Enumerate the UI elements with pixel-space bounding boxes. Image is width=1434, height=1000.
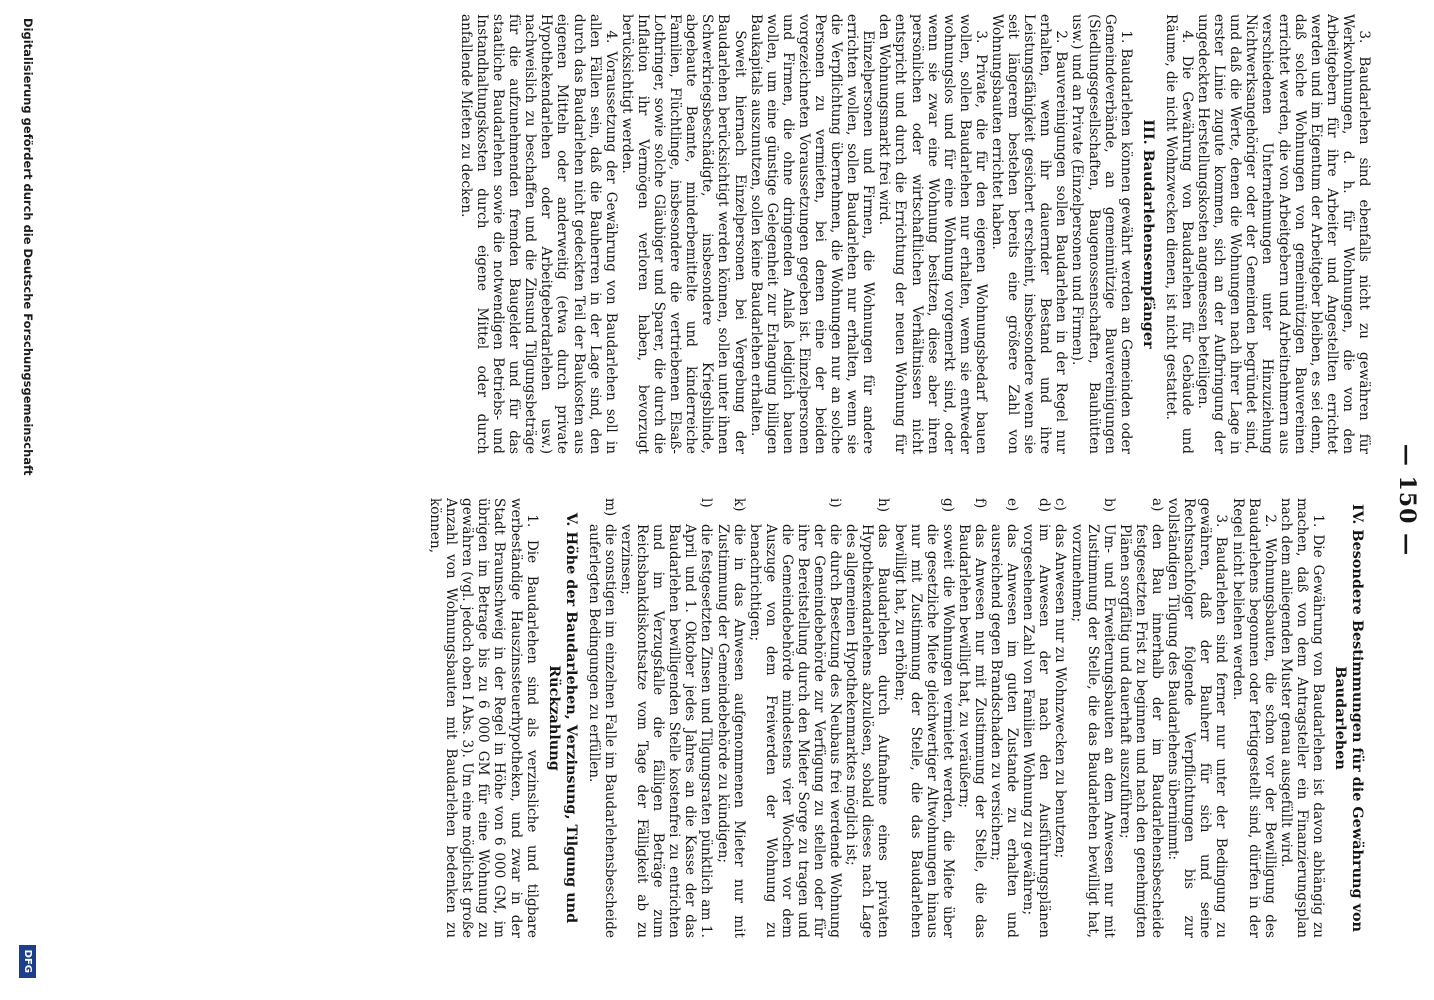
digitization-footer: [8, 18, 48, 978]
list-marker: l): [698, 498, 715, 508]
list-item: [714, 498, 746, 938]
list-item-text: das Baudarlehen durch Aufnahme eines privaten Hypothekendarlehens abzulösen, sobald dieses nach Lage des allgemeinen Hypothekenmarktes möglich ist;: [843, 524, 892, 938]
list-marker: d): [1036, 498, 1053, 513]
list-marker: k): [730, 498, 747, 512]
list-item: [747, 498, 844, 938]
list-item: [1117, 498, 1165, 938]
section-heading-v: V. Höhe der Baudarlehen, Verzinsung, Tilgung und Rückzahlung: [545, 512, 580, 924]
footer-text: Digitalisierung gefördert durch die Deutsche Forschungsgemeinschaft: [21, 18, 35, 476]
paragraph: 3. Private, die für den eigenen Wohnungsbedarf bauen wollen, sollen Baudarlehen nur erhalten, wenn sie entweder wohnungslos und für eine Wohnung vorgemerkt sind, oder wenn sie zwar eine Wohnung besitzen, diese aber ihren persönlichen oder wirtschaftlichen Verhältnissen nicht entspricht und durch die Errichtung der neuen Wohnung für den Wohnungsmarkt frei wird.: [876, 14, 989, 454]
section-heading-iii: III. Baudarlehensempfänger: [1139, 119, 1157, 349]
list-marker: b): [1100, 498, 1117, 513]
dfg-logo: DFG: [20, 945, 37, 978]
paragraph: 3. Baudarlehen sind ferner nur unter der Bedingung zu gewähren, daß der Bauherr für sich und seine Rechtsnachfolger folgende Verpflichtungen bis zur vollständigen Tilgung des Baudarlehens übernimmt:: [1165, 498, 1230, 938]
paragraph: 1. Die Baudarlehen sind als verzinsliche und tilgbare werbeständige Hauszinssteuerhypotheken, und zwar in der Stadt Braunschweig in der Regel in Höhe von 6 000 GM, im übrigen im Betrage bis zu 6 000 GM für eine Wohnung zu gewähren (vgl. jedoch oben I Abs. 3). Um eine möglichst große Anzahl von Wohnungsbauten mit Baudarlehen bedenken zu können,: [427, 498, 540, 938]
list-marker: h): [875, 498, 892, 513]
list-item-text: das Anwesen nur mit Zustimmung der Stelle, die das Baudarlehen bewilligt hat, zu veräußern;: [955, 524, 989, 938]
list-item: [843, 498, 891, 938]
paragraph: 4. Die Gewährung von Baudarlehen für Gebäude und Räume, die nicht Wohnzwecken dienen, ist nicht gestattet.: [1162, 14, 1195, 454]
paragraph: 2. Wohnungsbauten, die schon vor der Bewilligung des Baudarlehens begonnen oder fertiggestellt sind, dürfen in der Regel nicht beliehen werden.: [1229, 498, 1278, 938]
list-item-text: im Anwesen der nach den Ausführungsplänen vorgesehenen Zahl von Familien Wohnung zu gewähren;: [1020, 524, 1053, 938]
list-marker: c): [1052, 498, 1069, 511]
list-marker: m): [601, 498, 618, 517]
list-item: [1069, 498, 1117, 938]
list-item: [956, 498, 988, 938]
list-marker: g): [939, 498, 956, 513]
left-column: [122, 14, 1372, 454]
list-item: [891, 498, 955, 938]
list-item: [1052, 498, 1068, 938]
list-item-text: Um- und Erweiterungsbauten an dem Anwesen nur mit Zustimmung der Stelle, die das Baudarlehen bewilligt hat, vorzunehmen;: [1068, 524, 1117, 938]
conditions-list: [586, 498, 1165, 938]
list-item: [618, 498, 715, 938]
list-item: [586, 498, 618, 938]
list-item: [1020, 498, 1052, 938]
paragraph: Einzelpersonen und Firmen, die Wohnungen für andere errichten wollen, sollen Baudarlehen nur erhalten, wenn sie die Verpflichtung übernehmen, die Wohnungen nur an solche Personen zu vermieten, bei denen eine der beiden vorgezeichneten Voraussetzungen gegeben ist. Einzelpersonen und Firmen, die ohne dringenden Anlaß lediglich bauen wollen, um eine günstige Gelegenheit zur Erlangung billigen Baukapitals auszunutzen, sollen keine Baudarlehen erhalten.: [747, 14, 877, 454]
right-column: [122, 498, 1372, 938]
list-marker: i): [827, 498, 844, 508]
page-number: — 150 —: [1394, 443, 1420, 557]
list-item-text: das Anwesen im guten Zustande zu erhalten und ausreichend gegen Brandschaden zu versichern;: [988, 524, 1021, 938]
paragraph: 2. Bauvereinigungen sollen Baudarlehen in der Regel nur erhalten, wenn ihr dauernder Bestand und ihre Leistungsfähigkeit gesichert erscheint, insbesondere wenn sie seit längerem bestehen bereits eine größere Zahl von Wohnungsbauten errichtet haben.: [989, 14, 1070, 454]
paragraph: 4. Voraussetzung der Gewährung von Baudarlehen soll in allen Fällen sein, daß die Bauherren in der Lage sind, den durch das Baudarlehen nicht gedeckten Teil der Baukosten aus eigenen Mitteln oder anderweitig (etwa durch private Hypothekendarlehen oder Arbeitgeberdarlehen usw.) nachweislich zu beschaffen und die Zinsund Tilgungsbeträge für die aufzunehmenden fremden Baugelder und für das staatliche Baudarlehen sowie die notwendigen Betriebs- und Instandhaltungskosten durch eigene Mittel oder durch anfallende Mieten zu decken.: [457, 14, 619, 454]
list-marker: a): [1149, 498, 1166, 512]
list-marker: e): [1004, 498, 1021, 512]
list-item-text: die sonstigen im einzelnen Falle im Baudarlehensbescheide auferlegten Bedingungen zu erfüllen.: [585, 524, 618, 938]
paragraph: 1. Die Gewährung von Baudarlehen ist davon abhängig zu machen, daß von dem Antragsteller ein Finanzierungsplan nach dem anliegenden Muster genau ausgefüllt wird.: [1277, 498, 1326, 938]
list-item-text: die in das Anwesen aufgenommenen Mieter nur mit Zustimmung der Gemeindebehörde zu kündigen;: [714, 524, 747, 938]
list-item-text: die festgesetzten Zinsen und Tilgungsraten pünktlich am 1. April und 1. Oktober jedes Jahres an die Kasse der das Baudarlehen bewilligenden Stelle kostenfrei zu entrichten und im Verzugsfalle die fälligen Beträge zum Reichsbankdiskontsatze vom Tage der Fälligkeit ab zu verzinsen;: [617, 524, 715, 938]
paragraph: 3. Baudarlehen sind ebenfalls nicht zu gewähren für Werkwohnungen, d. h. für Wohnungen, die von den Arbeitgebern für ihre Arbeiter und Angestellten errichtet werden und im Eigentum der Arbeitgeber bleiben, es sei denn, daß solche Wohnungen von gemeinnützigen Bauvereinen errichtet werden, die von Arbeitgebern und Arbeitnehmern aus verschiedenen Unternehmungen unter Hinzuziehung Nichtwerksangehöriger oder der Gemeinden begründet sind, und daß die Werte, denen die Wohnungen nach ihrer Lage in erster Linie zugute kommen, sich an der Aufbringung der ungedeckten Herstellungskosten angemessen beteiligen.: [1195, 14, 1372, 454]
paragraph: Soweit hiernach Einzelpersonen bei Vergebung der Baudarlehen berücksichtigt werden können, sollen unter ihnen Schwerkriegsbeschädigte, insbesondere Kriegsblinde, abgebaute Beamte, minderbemittelte und kinderreiche Familien, Flüchtlinge, insbesondere die vertriebenen Elsaß-Lothringer, sowie solche Gläubiger und Sparer, die durch die Inflation ihr Vermögen verloren haben, bevorzugt berücksichtigt werden.: [618, 14, 748, 454]
section-heading-iv: IV. Besondere Bestimmungen für die Gewährung von Baudarlehen: [1332, 503, 1366, 932]
list-item-text: den Bau innerhalb der im Baudarlehensbescheide festgesetzten Frist zu beginnen und nach den genehmigten Plänen sorgfältig und dauerhaft auszuführen;: [1116, 524, 1166, 938]
list-item-text: die durch Besetzung des Neubaus frei werdende Wohnung der Gemeindebehörde zur Verfügung zu stellen oder für ihre Bereitstellung durch den Mieter Sorge zu tragen und die Gemeindebehörde mindestens vier Wochen vor dem Auszuge von dem Freiwerden der Wohnung zu benachrichtigen;: [746, 524, 844, 938]
list-item-text: das Anwesen nur zu Wohnzwecken zu benutzen;: [1052, 524, 1069, 859]
list-item-text: soweit die Wohnungen vermietet werden, die Miete über die gesetzliche Miete gleichwertiger Altwohnungen hinaus nur mit Zustimmung der Stelle, die das Baudarlehen bewilligt hat, zu erhöhen;: [891, 524, 956, 938]
list-item: [988, 498, 1020, 938]
list-marker: f): [972, 498, 989, 509]
paragraph: 1. Baudarlehen können gewährt werden an Gemeinden oder Gemeindeverbände, an gemeinnützige Bauvereinigungen (Siedlungsgesellschaften, Baugenossenschaften, Bauhütten usw.) und an Private (Einzelpersonen und Firmen).: [1069, 14, 1134, 454]
